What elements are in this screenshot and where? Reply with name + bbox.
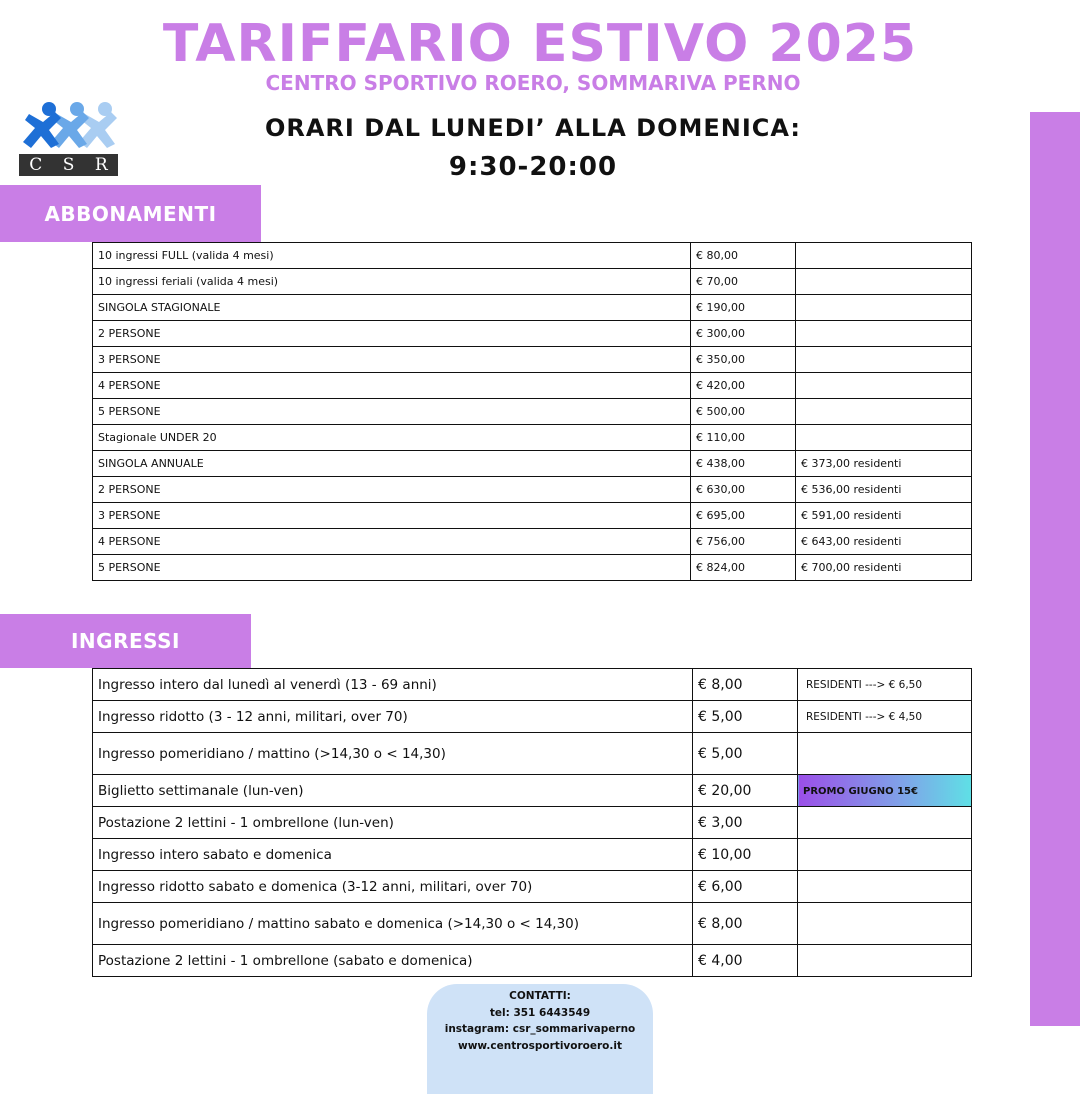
opening-hours-label: ORARI DAL LUNEDI’ ALLA DOMENICA: [264,114,802,142]
table-row [93,555,972,581]
ingressi-table [92,668,972,977]
price-cell: € 3,00 [693,807,798,839]
table-row [93,903,972,945]
table-row [93,243,972,269]
decorative-side-bar [1030,112,1080,1026]
price-cell: € 8,00 [693,903,798,945]
price-cell: € 420,00 [691,373,796,399]
csr-logo [19,100,119,178]
item-cell: 3 PERSONE [93,503,691,529]
table-row [93,839,972,871]
item-cell: Ingresso ridotto sabato e domenica (3-12 anni, militari, over 70) [93,871,693,903]
item-cell: 5 PERSONE [93,399,691,425]
table-row [93,477,972,503]
item-cell: 2 PERSONE [93,321,691,347]
page-subtitle: CENTRO SPORTIVO ROERO, SOMMARIVA PERNO [265,71,801,95]
item-cell: Postazione 2 lettini - 1 ombrellone (sabato e domenica) [93,945,693,977]
logo-letter: R [94,155,108,175]
item-cell: 2 PERSONE [93,477,691,503]
table-row [93,503,972,529]
note-cell [796,243,972,269]
contacts-website: www.centrosportivoroero.it [458,1039,622,1052]
item-cell: SINGOLA STAGIONALE [93,295,691,321]
price-cell: € 5,00 [693,701,798,733]
contacts-heading: CONTATTI: [509,990,571,1002]
table-row [93,871,972,903]
price-cell: € 110,00 [691,425,796,451]
table-row [93,775,972,807]
contacts-instagram: instagram: csr_sommarivaperno [444,1023,636,1035]
table-row [93,529,972,555]
price-cell: € 300,00 [691,321,796,347]
price-cell: € 20,00 [693,775,798,807]
table-row [93,295,972,321]
page-title: TARIFFARIO ESTIVO 2025 [162,14,918,74]
price-cell: € 80,00 [691,243,796,269]
table-row [93,807,972,839]
abbonamenti-table [92,242,972,581]
note-cell [796,295,972,321]
price-cell: € 10,00 [693,839,798,871]
price-cell: € 70,00 [691,269,796,295]
price-cell: € 756,00 [691,529,796,555]
price-cell: € 438,00 [691,451,796,477]
opening-hours-time: 9:30-20:00 [448,152,618,182]
note-cell: € 373,00 residenti [796,451,972,477]
table-row [93,347,972,373]
section-label-abbonamenti: ABBONAMENTI [0,185,261,242]
price-cell: € 190,00 [691,295,796,321]
promo-label: PROMO GIUGNO 15€ [803,785,918,797]
note-cell: € 536,00 residenti [796,477,972,503]
table-row [93,399,972,425]
table-row [93,669,972,701]
logo-bar [19,154,118,176]
promo-badge [798,775,972,807]
item-cell: Ingresso pomeridiano / mattino sabato e domenica (>14,30 o < 14,30) [93,903,693,945]
item-cell: Biglietto settimanale (lun-ven) [93,775,693,807]
item-cell: Ingresso pomeridiano / mattino (>14,30 o < 14,30) [93,733,693,775]
note-cell: € 643,00 residenti [796,529,972,555]
table-row [93,373,972,399]
item-cell: Ingresso intero dal lunedì al venerdì (13 - 69 anni) [93,669,693,701]
contacts-box [427,984,653,1094]
table-row [93,451,972,477]
item-cell: 4 PERSONE [93,529,691,555]
table-row [93,701,972,733]
price-cell: € 6,00 [693,871,798,903]
contacts-phone: tel: 351 6443549 [489,1006,591,1019]
logo-letter: S [62,155,75,175]
note-cell [796,321,972,347]
item-cell: 3 PERSONE [93,347,691,373]
note-cell [796,399,972,425]
table-row [93,425,972,451]
item-cell: Ingresso ridotto (3 - 12 anni, militari, over 70) [93,701,693,733]
item-cell: Stagionale UNDER 20 [93,425,691,451]
note-cell [796,347,972,373]
note-cell: € 700,00 residenti [796,555,972,581]
price-cell: € 630,00 [691,477,796,503]
resident-price-note: RESIDENTI ---> € 4,50 [806,710,923,723]
note-cell: € 591,00 residenti [796,503,972,529]
table-row [93,321,972,347]
note-cell [796,373,972,399]
resident-price-note: RESIDENTI ---> € 6,50 [806,678,923,691]
item-cell: 5 PERSONE [93,555,691,581]
logo-letter: C [29,155,43,175]
item-cell: 10 ingressi feriali (valida 4 mesi) [93,269,691,295]
table-row [93,269,972,295]
runners-icon [19,100,119,154]
item-cell: SINGOLA ANNUALE [93,451,691,477]
table-row [93,945,972,977]
price-cell: € 824,00 [691,555,796,581]
price-cell: € 5,00 [693,733,798,775]
table-row [93,733,972,775]
item-cell: 4 PERSONE [93,373,691,399]
price-cell: € 4,00 [693,945,798,977]
price-cell: € 350,00 [691,347,796,373]
item-cell: 10 ingressi FULL (valida 4 mesi) [93,243,691,269]
item-cell: Postazione 2 lettini - 1 ombrellone (lun-ven) [93,807,693,839]
item-cell: Ingresso intero sabato e domenica [93,839,693,871]
note-cell [796,269,972,295]
price-cell: € 695,00 [691,503,796,529]
note-cell [796,425,972,451]
price-cell: € 500,00 [691,399,796,425]
price-cell: € 8,00 [693,669,798,701]
section-label-ingressi: INGRESSI [0,614,251,668]
